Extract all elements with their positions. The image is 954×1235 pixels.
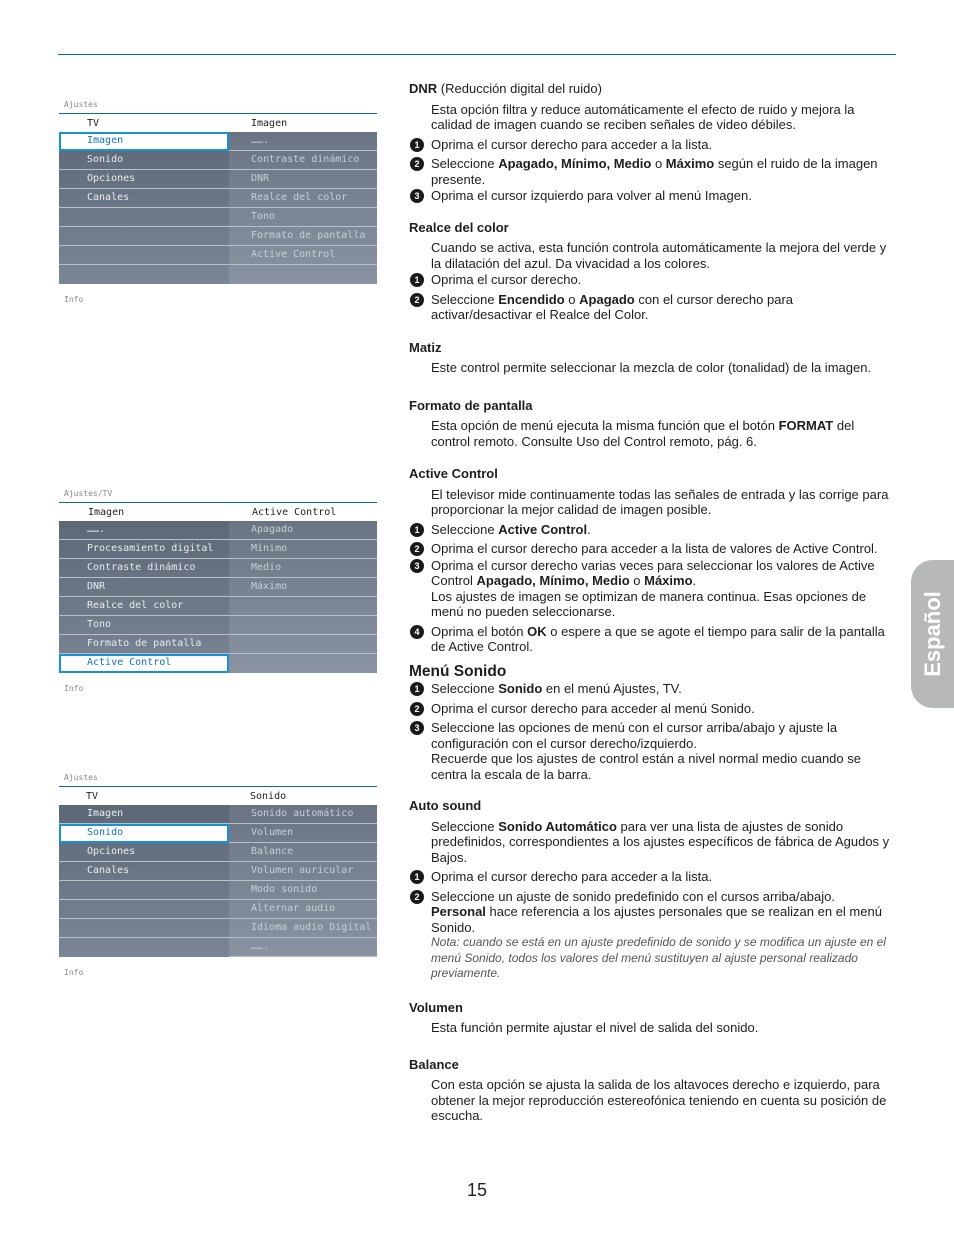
menu-breadcrumb: Ajustes/TV — [64, 489, 113, 498]
step: 3 Oprima el cursor izquierdo para volver al menú Imagen. — [409, 188, 896, 204]
menu-item[interactable]: Active Control — [59, 654, 229, 673]
menu-body — [59, 805, 377, 957]
menu-header-left: Imagen — [88, 507, 125, 518]
menu-item[interactable]: Sonido — [59, 824, 229, 843]
step: 1 Seleccione Sonido en el menú Ajustes, TV. — [409, 681, 896, 697]
menu-option: Volumen auricular — [229, 862, 377, 881]
menu-option: DNR — [229, 170, 377, 189]
menu-item — [59, 246, 229, 265]
section-heading: Menú Sonido — [409, 662, 507, 680]
menu-breadcrumb: Ajustes — [64, 773, 98, 782]
menu-info: Info — [64, 968, 84, 977]
menu-header-left: TV — [86, 791, 99, 802]
menu-item[interactable]: ……. — [59, 521, 229, 540]
section-heading: Matiz — [409, 339, 442, 355]
step: 1 Oprima el cursor derecho para acceder a la lista. — [409, 869, 896, 885]
page-number: 15 — [467, 1180, 488, 1200]
menu-option: Sonido automático — [229, 805, 377, 824]
menu-option: Tono — [229, 208, 377, 227]
menu-option: Medio — [229, 559, 377, 578]
menu-option: Volumen — [229, 824, 377, 843]
menu-body — [59, 132, 377, 284]
step: 4 Oprima el botón OK o espere a que se agote el tiempo para salir de la pantalla de Active Control. — [409, 624, 896, 655]
menu-left-col — [59, 805, 229, 938]
menu-option: ……. — [229, 938, 377, 957]
section-heading: Realce del color — [409, 219, 509, 235]
menu-option — [229, 597, 377, 616]
tv-menu-active-control — [59, 488, 377, 693]
menu-option: Alternar audio — [229, 900, 377, 919]
step: 1 Seleccione Active Control. — [409, 522, 896, 538]
menu-item[interactable]: DNR — [59, 578, 229, 597]
tv-menu-sonido — [59, 773, 377, 978]
menu-option: Mínimo — [229, 540, 377, 559]
menu-breadcrumb: Ajustes — [64, 100, 98, 109]
menu-item — [59, 227, 229, 246]
menu-header-right: Sonido — [250, 791, 287, 802]
menu-header — [59, 115, 377, 132]
menu-option: Idioma audio Digital — [229, 919, 377, 938]
paragraph: Esta función permite ajustar el nivel de salida del sonido. — [431, 1020, 759, 1035]
step: 2 Seleccione un ajuste de sonido predefinido con el cursos arriba/abajo. Personal hace referencia a los ajustes personales que se realizan en el menú Sonido. — [409, 889, 896, 936]
menu-item[interactable]: Tono — [59, 616, 229, 635]
section-heading: Volumen — [409, 999, 463, 1015]
menu-option: Apagado — [229, 521, 377, 540]
menu-item[interactable]: Imagen — [59, 805, 229, 824]
menu-header — [59, 504, 377, 521]
menu-rule — [59, 502, 377, 503]
menu-option: Modo sonido — [229, 881, 377, 900]
menu-right-col — [229, 521, 377, 673]
menu-right-col — [229, 132, 377, 284]
menu-option: Balance — [229, 843, 377, 862]
section-heading: Balance — [409, 1056, 459, 1072]
menu-rule — [59, 786, 377, 787]
step: 2 Oprima el cursor derecho para acceder a la lista de valores de Active Control. — [409, 541, 896, 557]
menu-item[interactable]: Canales — [59, 862, 229, 881]
menu-header-right: Active Control — [252, 507, 337, 518]
menu-info: Info — [64, 295, 84, 304]
text-column — [409, 81, 896, 1124]
paragraph: Esta opción de menú ejecuta la misma función que el botón FORMAT del control remoto. Consulte Uso del Control remoto, pág. 6. — [431, 418, 855, 449]
menu-info: Info — [64, 684, 84, 693]
section-heading: Formato de pantalla — [409, 397, 533, 413]
paragraph: Seleccione Sonido Automático para ver una lista de ajustes de sonido predefinidos, correspondientes a los ajustes específicos de fábrica de Agudos y Bajos. — [431, 818, 890, 865]
section-heading: Active Control — [409, 466, 498, 481]
tv-menu-imagen — [59, 100, 377, 305]
paragraph: El televisor mide continuamente todas las señales de entrada y las corrige para proporcionar la mejor calidad de imagen posible. — [431, 486, 889, 517]
step: 2 Seleccione Apagado, Mínimo, Medio o Máximo según el ruido de la imagen presente. — [409, 156, 896, 187]
menu-left-col — [59, 521, 229, 673]
step: 1 Oprima el cursor derecho. — [409, 272, 896, 288]
menu-item — [59, 208, 229, 227]
step: 1 Oprima el cursor derecho para acceder a la lista. — [409, 137, 896, 153]
top-rule — [58, 54, 896, 55]
note: Nota: cuando se está en un ajuste predefinido de sonido y se modifica un ajuste en el menú Sonido, todos los valores del menú sustituyen al ajuste personal realizado previamente. — [431, 935, 886, 980]
paragraph: Con esta opción se ajusta la salida de los altavoces derecho e izquierdo, para obtener la mejor reproducción estereofónica teniendo en cuenta su posición de escucha. — [431, 1077, 887, 1123]
menu-right-col — [229, 805, 377, 957]
menu-option: Realce del color — [229, 189, 377, 208]
menu-header-left: TV — [87, 118, 100, 129]
language-tab-label: Español — [919, 591, 945, 677]
menu-left-col — [59, 132, 229, 265]
menu-item[interactable]: Realce del color — [59, 597, 229, 616]
menu-option — [229, 635, 377, 654]
step: 3 Seleccione las opciones de menú con el cursor arriba/abajo y ajuste la configuración con el cursor derecho/izquierdo. Recuerde que los ajustes de control están a nivel normal medio cuando se centra la escala de la barra. — [409, 720, 896, 782]
menu-item[interactable]: Formato de pantalla — [59, 635, 229, 654]
menu-item[interactable]: Contraste dinámico — [59, 559, 229, 578]
menu-option: Máximo — [229, 578, 377, 597]
menu-item[interactable]: Opciones — [59, 170, 229, 189]
menu-header — [59, 788, 377, 805]
language-tab — [911, 560, 954, 708]
paragraph: Este control permite seleccionar la mezcla de color (tonalidad) de la imagen. — [431, 360, 872, 375]
menu-item[interactable]: Sonido — [59, 151, 229, 170]
menu-header-right: Imagen — [251, 118, 288, 129]
section-heading: DNR (Reducción digital del ruido) — [409, 81, 602, 96]
paragraph: Esta opción filtra y reduce automáticamente el efecto de ruido y mejora la calidad de imagen cuando se reciben señales de video débiles. — [431, 101, 855, 132]
menu-option: Contraste dinámico — [229, 151, 377, 170]
menu-option: ……. — [229, 132, 377, 151]
menu-rule — [59, 113, 377, 114]
section-heading: Auto sound — [409, 798, 482, 813]
menu-option — [229, 616, 377, 635]
menu-item — [59, 919, 229, 938]
step: 2 Oprima el cursor derecho para acceder al menú Sonido. — [409, 701, 896, 717]
menu-item[interactable]: Imagen — [59, 132, 229, 151]
menu-item[interactable]: Opciones — [59, 843, 229, 862]
step: 3 Oprima el cursor derecho varias veces para seleccionar los valores de Active Control Apagado, Mínimo, Medio o Máximo. Los ajustes de imagen se optimizan de manera continua. Esas opciones de menú no pueden seleccionarse. — [409, 558, 896, 620]
paragraph: Cuando se activa, esta función controla automáticamente la mejora del verde y la dilatación del azul. Da vivacidad a los colores. — [431, 240, 887, 271]
menu-option: Active Control — [229, 246, 377, 265]
step: 2 Seleccione Encendido o Apagado con el cursor derecho para activar/desactivar el Realce del Color. — [409, 292, 896, 323]
menu-item — [59, 900, 229, 919]
menu-item — [59, 881, 229, 900]
menu-item[interactable]: Procesamiento digital — [59, 540, 229, 559]
menu-item[interactable]: Canales — [59, 189, 229, 208]
menu-body — [59, 521, 377, 673]
menu-option: Formato de pantalla — [229, 227, 377, 246]
